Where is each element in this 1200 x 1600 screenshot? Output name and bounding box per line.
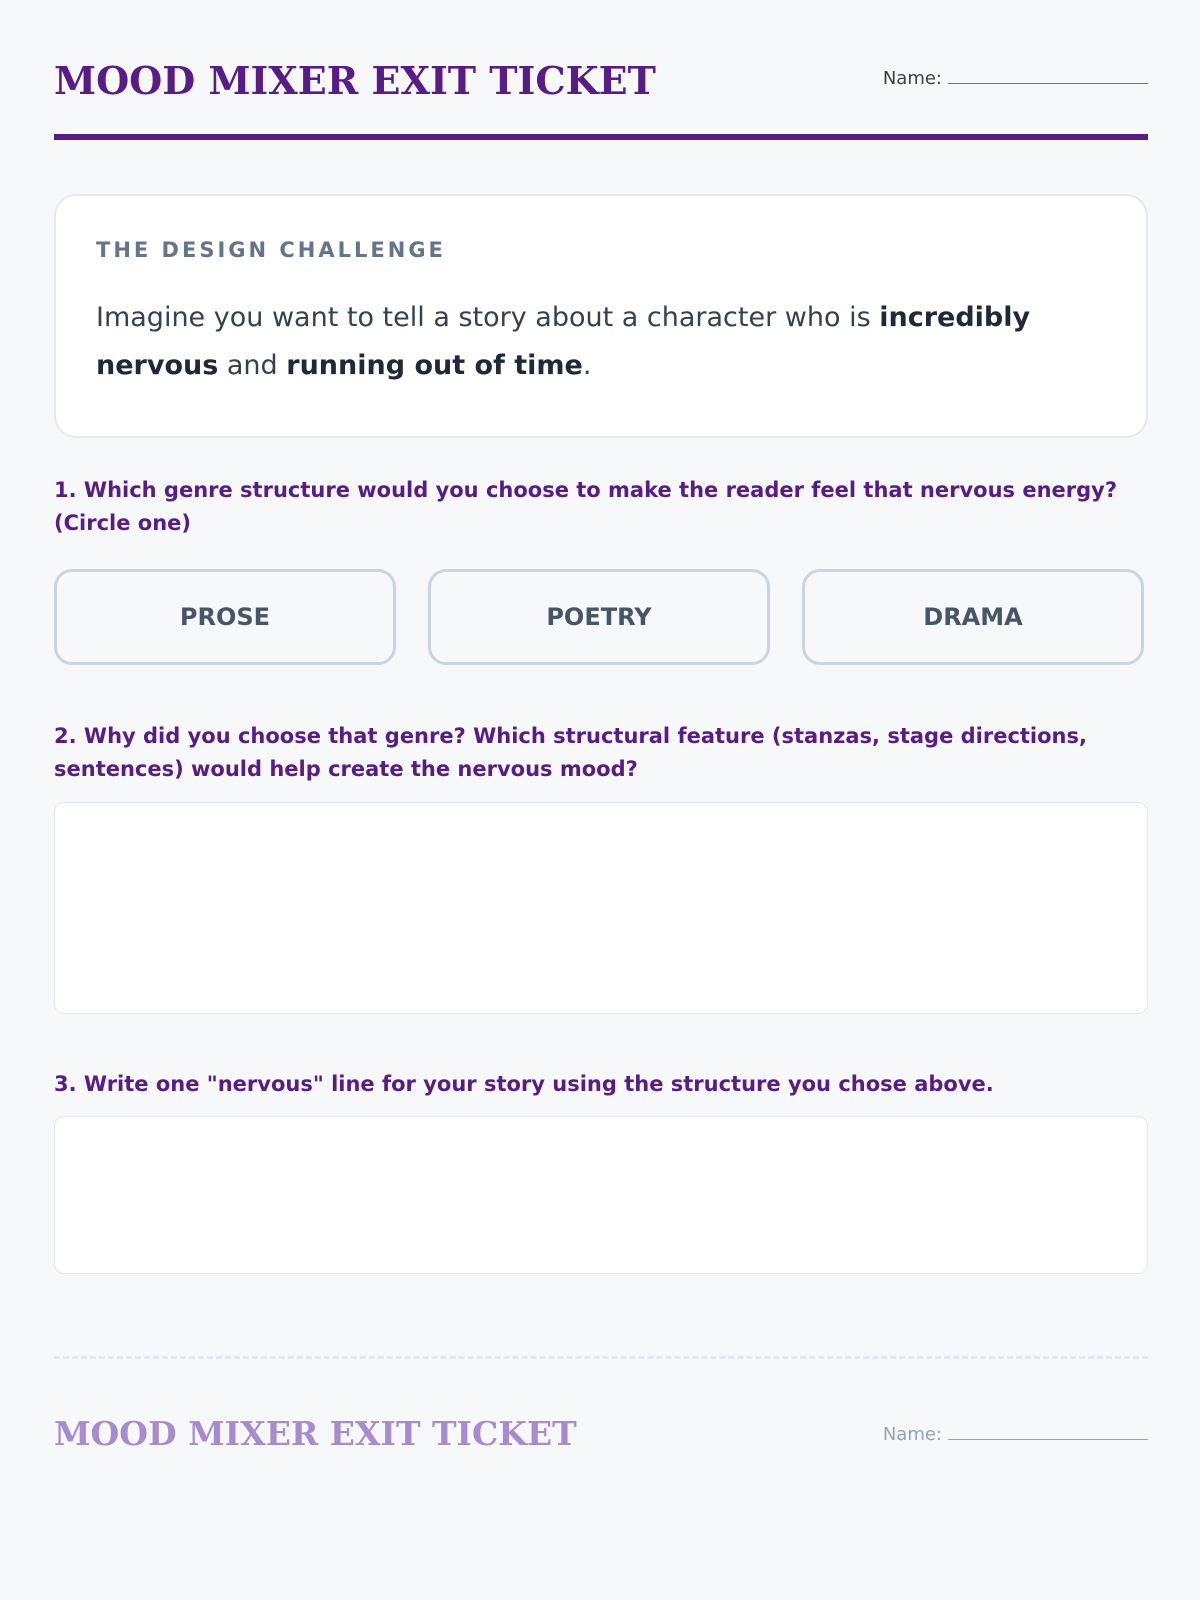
option-drama[interactable]: DRAMA: [802, 569, 1144, 665]
footer-name-label: Name:: [882, 1424, 942, 1445]
footer-name-blank-line[interactable]: [948, 1425, 1148, 1440]
name-blank-line[interactable]: [948, 69, 1148, 84]
question-2: 2. Why did you choose that genre? Which structural feature (stanzas, stage directions, sentences) would help create the nervous mood?: [54, 724, 1087, 781]
challenge-text-start: Imagine you want to tell a story about a character who is: [96, 302, 880, 333]
ticket-header: [54, 50, 1148, 140]
name-label: Name:: [882, 68, 942, 89]
question-3: 3. Write one "nervous" line for your story using the structure you chose above.: [54, 1072, 994, 1096]
challenge-emphasis-nervous: incredibly nervous: [96, 302, 1031, 381]
challenge-text-middle: and: [218, 350, 287, 381]
footer-name-field[interactable]: [883, 1424, 1148, 1445]
answer-box-3[interactable]: [54, 1116, 1148, 1274]
name-field[interactable]: [883, 68, 1148, 89]
challenge-emphasis-time: running out of time: [286, 350, 583, 381]
footer-ticket-title: MOOD MIXER EXIT TICKET: [54, 1414, 577, 1453]
genre-options: [54, 569, 1148, 669]
cut-line-divider: [54, 1356, 1148, 1359]
ticket-title: MOOD MIXER EXIT TICKET: [54, 58, 656, 103]
question-1: 1. Which genre structure would you choose to make the reader feel that nervous energy? (Circle one): [54, 478, 1118, 535]
option-poetry[interactable]: POETRY: [428, 569, 770, 665]
option-prose[interactable]: PROSE: [54, 569, 396, 665]
challenge-text: [96, 294, 1056, 390]
challenge-text-end: .: [582, 350, 592, 381]
challenge-label: THE DESIGN CHALLENGE: [96, 238, 446, 262]
answer-box-2[interactable]: [54, 802, 1148, 1014]
design-challenge-card: [54, 194, 1148, 438]
header-divider: [54, 134, 1148, 140]
